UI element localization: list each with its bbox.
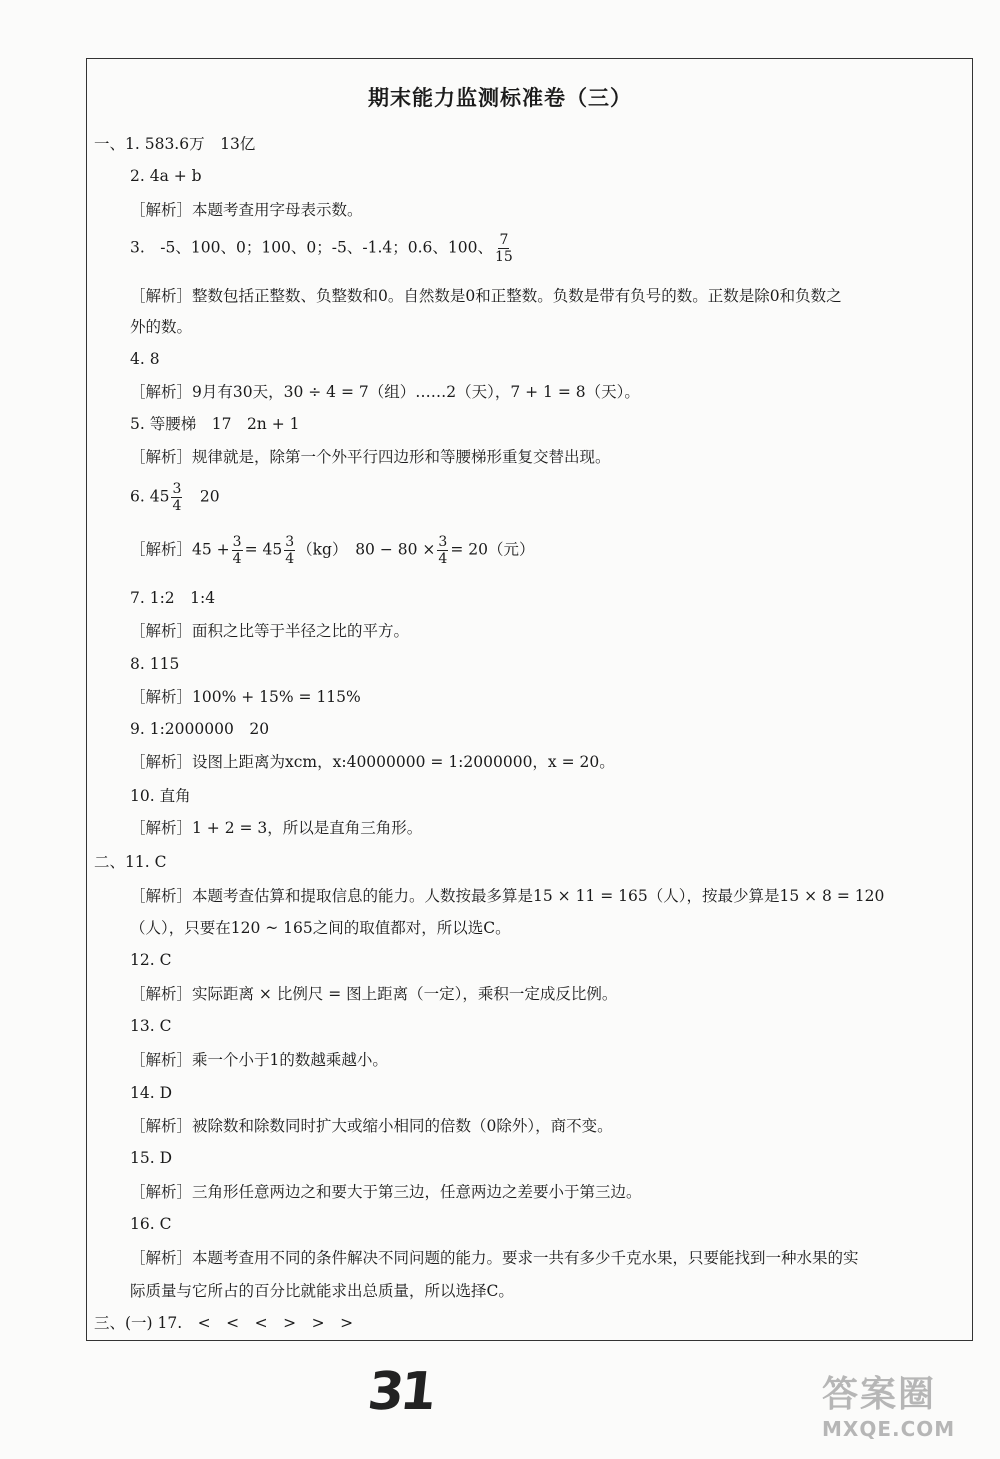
analysis-line: ［解析］本题考查用不同的条件解决不同问题的能力。要求一共有多少千克水果，只要能找到一种水果的实 bbox=[130, 1249, 859, 1267]
analysis-line: ［解析］1 + 2 = 3，所以是直角三角形。 bbox=[130, 819, 423, 837]
analysis-line: ［解析］9月有30天，30 ÷ 4 = 7（组）……2（天），7 + 1 = 8（天）。 bbox=[130, 383, 640, 401]
answer-line: 二、11. C bbox=[94, 853, 167, 871]
analysis-line: ［解析］乘一个小于1的数越乘越小。 bbox=[130, 1051, 388, 1069]
analysis-text: = 20（元） bbox=[450, 540, 535, 559]
answer-line: 13. C bbox=[130, 1017, 172, 1035]
answer-line: 一、1. 583.6万 13亿 bbox=[94, 135, 256, 153]
page-number: 31 bbox=[364, 1362, 436, 1422]
fraction-numerator: 7 bbox=[499, 232, 509, 248]
analysis-line: ［解析］整数包括正整数、负整数和0。自然数是0和正整数。负数是带有负号的数。正数是除0和负数之 bbox=[130, 287, 842, 305]
answer-line: 9. 1:2000000 20 bbox=[130, 720, 270, 738]
answer-line bbox=[130, 481, 220, 514]
fraction-denominator: 4 bbox=[438, 551, 448, 567]
fraction-denominator: 4 bbox=[172, 498, 182, 514]
analysis-line: ［解析］本题考查用字母表示数。 bbox=[130, 201, 363, 219]
analysis-line: ［解析］设图上距离为xcm，x:40000000 = 1:2000000，x = 20。 bbox=[130, 753, 615, 771]
fraction bbox=[437, 534, 448, 567]
answer-line: 15. D bbox=[130, 1149, 173, 1167]
answer-text: 3. -5、100、0；100、0；-5、-1.4；0.6、100、 bbox=[130, 238, 494, 257]
fraction-numerator: 3 bbox=[172, 481, 182, 497]
analysis-line bbox=[130, 534, 534, 567]
fraction-denominator: 4 bbox=[232, 551, 242, 567]
answer-line: 16. C bbox=[130, 1215, 172, 1233]
answer-line: 三、(一) 17. < < < > > > bbox=[94, 1314, 354, 1332]
fraction bbox=[232, 534, 243, 567]
analysis-line: ［解析］被除数和除数同时扩大或缩小相同的倍数（0除外），商不变。 bbox=[130, 1117, 613, 1135]
watermark-url: MXQE.COM bbox=[822, 1417, 956, 1441]
analysis-line: ［解析］面积之比等于半径之比的平方。 bbox=[130, 622, 410, 640]
analysis-text: = 45 bbox=[244, 540, 283, 559]
answer-line: 7. 1:2 1:4 bbox=[130, 589, 216, 607]
analysis-line: 外的数。 bbox=[130, 318, 193, 336]
page-title: 期末能力监测标准卷（三） bbox=[368, 86, 632, 110]
watermark-logo bbox=[822, 1366, 1000, 1459]
analysis-line: ［解析］三角形任意两边之和要大于第三边，任意两边之差要小于第三边。 bbox=[130, 1183, 642, 1201]
answer-text: 6. 45 bbox=[130, 487, 170, 506]
answer-line: 10. 直角 bbox=[130, 787, 191, 805]
analysis-text: （kg） 80 − 80 × bbox=[297, 540, 436, 559]
analysis-line: ［解析］实际距离 × 比例尺 = 图上距离（一定），乘积一定成反比例。 bbox=[130, 985, 618, 1003]
fraction-numerator: 3 bbox=[438, 534, 448, 550]
answer-line: 2. 4a + b bbox=[130, 167, 202, 185]
analysis-text: ［解析］45 + bbox=[130, 540, 230, 559]
answer-line: 5. 等腰梯 17 2n + 1 bbox=[130, 415, 300, 433]
fraction-numerator: 3 bbox=[285, 534, 295, 550]
analysis-line: ［解析］本题考查估算和提取信息的能力。人数按最多算是15 × 11 = 165（人），按最少算是15 × 8 = 120 bbox=[130, 887, 885, 905]
analysis-line: （人），只要在120 ~ 165之间的取值都对，所以选C。 bbox=[130, 919, 511, 937]
fraction bbox=[171, 481, 182, 514]
fraction bbox=[495, 232, 513, 265]
fraction bbox=[284, 534, 295, 567]
watermark-text: 答案圈 bbox=[822, 1374, 937, 1415]
fraction-denominator: 4 bbox=[285, 551, 295, 567]
answer-line: 4. 8 bbox=[130, 350, 160, 368]
analysis-line: ［解析］100% + 15% = 115% bbox=[130, 688, 361, 706]
answer-line: 12. C bbox=[130, 951, 172, 969]
answer-line: 14. D bbox=[130, 1084, 173, 1102]
answer-text: 20 bbox=[184, 487, 220, 506]
answer-line bbox=[130, 232, 515, 265]
analysis-line: 际质量与它所占的百分比就能求出总质量，所以选择C。 bbox=[130, 1282, 514, 1300]
fraction-denominator: 15 bbox=[495, 249, 513, 265]
analysis-line: ［解析］规律就是，除第一个外平行四边形和等腰梯形重复交替出现。 bbox=[130, 448, 611, 466]
answer-line: 8. 115 bbox=[130, 655, 180, 673]
fraction-numerator: 3 bbox=[232, 534, 242, 550]
